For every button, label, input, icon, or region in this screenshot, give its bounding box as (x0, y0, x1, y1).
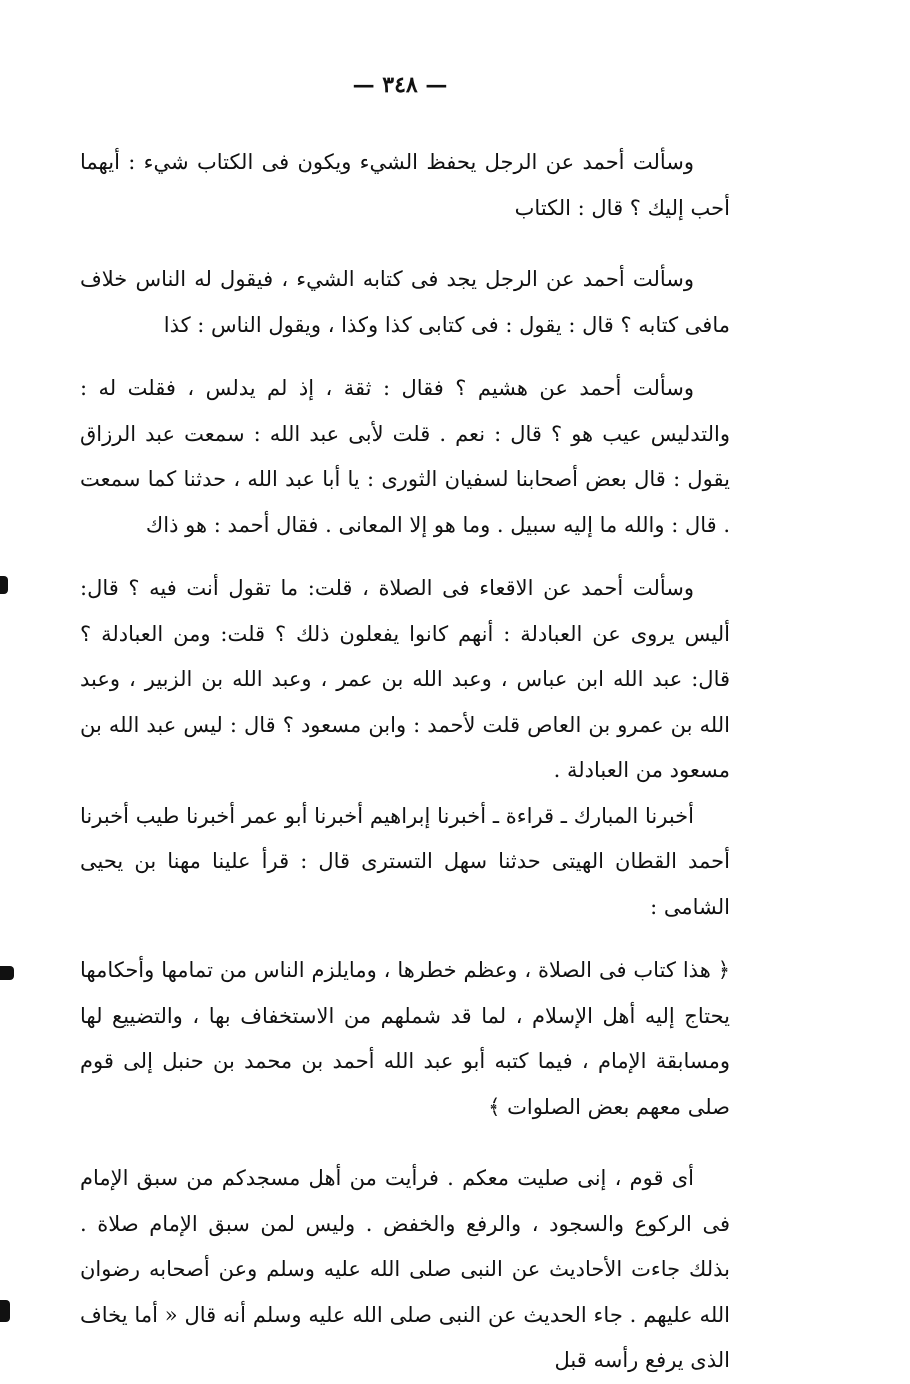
paragraph-6-quote: ﴿ هذا كتاب فى الصلاة ، وعظم خطرها ، ومايلزم الناس من تمامها وأحكامها يحتاج إليه أهل الإسلام ، لما قد شملهم من الاستخفاف بها ، والتضييع لها ومسابقة الإمام ، فيما كتبه أبو عبد الله أحمد بن محمد بن حنبل إلى قوم صلى معهم بعض الصلوات ﴾ (80, 958, 731, 1119)
page-number: — ٣٤٨ — (352, 72, 448, 98)
paragraph-2: وسألت أحمد عن الرجل يجد فى كتابه الشيء ، فيقول له الناس خلاف مافى كتابه ؟ قال : يقول : فى كتابى كذا وكذا ، ويقول الناس : كذا (80, 267, 730, 337)
paragraph-4: وسألت أحمد عن الاقعاء فى الصلاة ، قلت: ما تقول أنت فيه ؟ قال: أليس يروى عن العبادلة : أنهم كانوا يفعلون ذلك ؟ قلت: ومن العبادلة ؟ قال: عبد الله ابن عباس ، وعبد الله بن عمر ، وعبد الله بن الزبير ، وعبد الله بن عمرو بن العاص قلت لأحمد : وابن مسعود ؟ قال : ليس عبد الله بن مسعود من العبادلة . (80, 576, 730, 782)
page-body (80, 140, 730, 1384)
scan-margin-mark (0, 966, 14, 980)
paragraph-1: وسألت أحمد عن الرجل يحفظ الشيء ويكون فى الكتاب شيء : أيهما أحب إليك ؟ قال : الكتاب (80, 150, 730, 220)
scan-margin-mark (0, 576, 8, 594)
paragraph-3: وسألت أحمد عن هشيم ؟ فقال : ثقة ، إذ لم يدلس ، فقلت له : والتدليس عيب هو ؟ قال : نعم . قلت لأبى عبد الله : سمعت عبد الرزاق يقول : قال بعض أصحابنا لسفيان الثورى : يا أبا عبد الله ، حدثنا كما سمعت . قال : والله ما إليه سبيل . وما هو إلا المعانى . فقال أحمد : هو ذاك (80, 376, 730, 537)
paragraph-7: أى قوم ، إنى صليت معكم . فرأيت من أهل مسجدكم من سبق الإمام فى الركوع والسجود ، والرفع والخفض . وليس لمن سبق الإمام صلاة . بذلك جاءت الأحاديث عن النبى صلى الله عليه وسلم وعن أصحابه رضوان الله عليهم . جاء الحديث عن النبى صلى الله عليه وسلم أنه قال « أما يخاف الذى يرفع رأسه قبل (80, 1166, 730, 1372)
scan-margin-mark (0, 1300, 10, 1322)
paragraph-5: أخبرنا المبارك ـ قراءة ـ أخبرنا إبراهيم أخبرنا أبو عمر أخبرنا طيب أخبرنا أحمد القطان الهيتى حدثنا سهل التسترى قال : قرأ علينا مهنا بن يحيى الشامى : (80, 803, 730, 919)
